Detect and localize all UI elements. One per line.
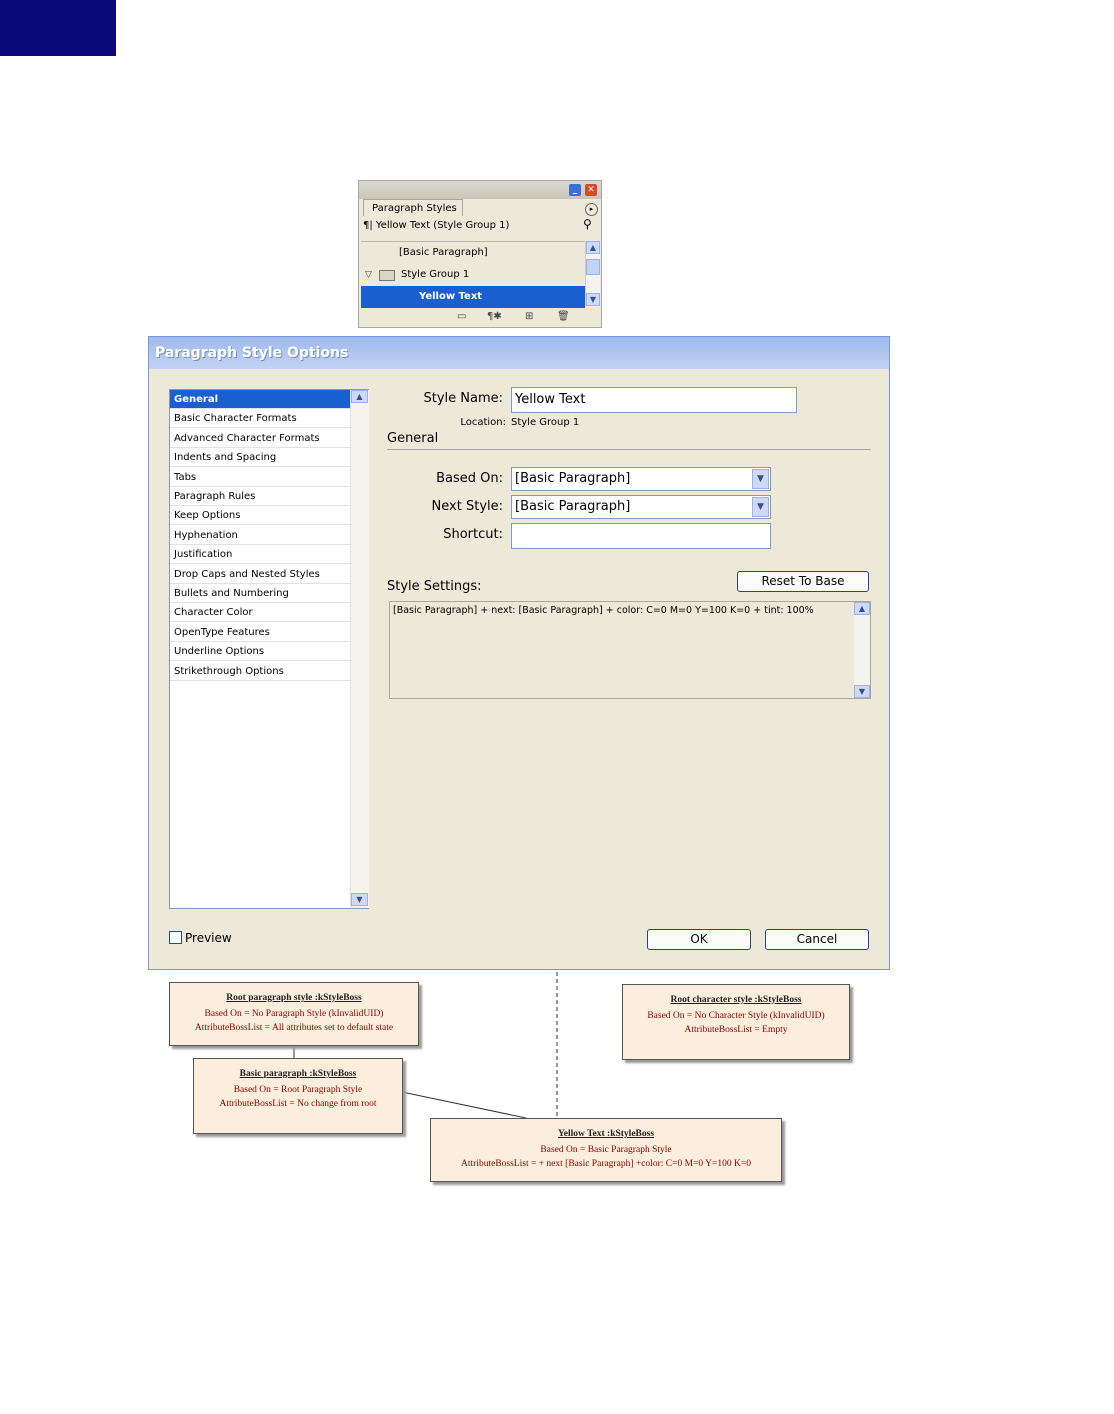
scroll-down-icon[interactable]: ▼	[351, 893, 368, 906]
basic-paragraph-box	[193, 1058, 403, 1134]
category-item[interactable]: Paragraph Rules	[170, 487, 350, 506]
style-settings-label: Style Settings:	[387, 579, 482, 594]
location-value: Style Group 1	[511, 417, 580, 428]
next-style-label: Next Style:	[431, 499, 503, 514]
style-name-label: Style Name:	[423, 391, 503, 406]
category-item[interactable]: Strikethrough Options	[170, 662, 350, 681]
panel-menu-icon[interactable]: ▸	[585, 203, 598, 216]
based-on-label: Based On:	[436, 471, 503, 486]
new-style-group-icon[interactable]: ▭	[457, 311, 467, 322]
chevron-down-icon[interactable]: ▼	[752, 469, 769, 489]
yellow-text-box	[430, 1118, 782, 1182]
category-item[interactable]: Advanced Character Formats	[170, 429, 350, 448]
scroll-up-icon[interactable]: ▲	[586, 241, 600, 254]
next-style-value: [Basic Paragraph]	[515, 499, 631, 514]
box-title: Root paragraph style :kStyleBoss	[226, 993, 362, 1003]
category-item[interactable]: OpenType Features	[170, 623, 350, 642]
scroll-down-icon[interactable]: ▼	[586, 293, 600, 306]
category-item[interactable]: Basic Character Formats	[170, 409, 350, 428]
category-item[interactable]: Hyphenation	[170, 526, 350, 545]
category-item[interactable]: Indents and Spacing	[170, 448, 350, 467]
preview-label: Preview	[185, 931, 232, 945]
ok-button[interactable]: OK	[647, 929, 751, 950]
box-line: Based On = Root Paragraph Style	[233, 1085, 363, 1095]
scroll-down-icon[interactable]: ▼	[854, 685, 870, 698]
box-title: Basic paragraph :kStyleBoss	[239, 1069, 357, 1079]
tab-paragraph-styles[interactable]: Paragraph Styles	[363, 199, 463, 216]
reset-to-base-button[interactable]: Reset To Base	[737, 571, 869, 592]
category-item[interactable]: Underline Options	[170, 642, 350, 661]
section-title: General	[387, 431, 439, 446]
box-line: Based On = Basic Paragraph Style	[540, 1145, 672, 1155]
style-item-label: Style Group 1	[401, 269, 470, 280]
location-label: Location:	[460, 417, 506, 428]
box-line: AttributeBossList = Empty	[684, 1025, 788, 1035]
disclosure-triangle-icon[interactable]: ▽	[365, 270, 372, 280]
box-line: Based On = No Paragraph Style (kInvalidUID)	[204, 1009, 384, 1019]
box-line: AttributeBossList = + next [Basic Paragraph] +color: C=0 M=0 Y=100 K=0	[461, 1159, 751, 1169]
chevron-down-icon[interactable]: ▼	[752, 497, 769, 517]
based-on-value: [Basic Paragraph]	[515, 471, 631, 486]
category-item[interactable]: Character Color	[170, 603, 350, 622]
current-style-label: Yellow Text (Style Group 1)	[375, 220, 510, 231]
box-title: Root character style :kStyleBoss	[670, 995, 802, 1005]
clear-overrides-icon[interactable]: ¶✱	[487, 311, 502, 322]
root-paragraph-style-box	[169, 982, 419, 1046]
box-title: Yellow Text :kStyleBoss	[557, 1129, 655, 1139]
category-item[interactable]: Justification	[170, 545, 350, 564]
category-item[interactable]: Keep Options	[170, 506, 350, 525]
style-item-label: Yellow Text	[419, 291, 483, 302]
style-settings-text: [Basic Paragraph] + next: [Basic Paragraph] + color: C=0 M=0 Y=100 K=0 + tint: 100%	[393, 605, 814, 616]
scroll-up-icon[interactable]: ▲	[351, 390, 368, 403]
new-style-icon[interactable]: ⊞	[525, 311, 534, 322]
minimize-icon[interactable]: _	[569, 184, 581, 196]
box-line: AttributeBossList = No change from root	[219, 1099, 377, 1109]
style-item-label: [Basic Paragraph]	[399, 247, 488, 258]
category-item[interactable]: General	[170, 390, 350, 409]
category-item[interactable]: Drop Caps and Nested Styles	[170, 565, 350, 584]
category-item[interactable]: Bullets and Numbering	[170, 584, 350, 603]
box-line: AttributeBossList = All attributes set to default state	[194, 1023, 394, 1033]
close-icon[interactable]: ✕	[585, 184, 597, 196]
scroll-up-icon[interactable]: ▲	[854, 602, 870, 615]
pilcrow-icon: ¶|	[363, 220, 373, 231]
dialog-title: Paragraph Style Options	[149, 337, 889, 369]
find-style-icon[interactable]: ⚲	[583, 217, 592, 231]
connector-line	[402, 1092, 526, 1118]
root-character-style-box	[622, 984, 850, 1060]
shortcut-label: Shortcut:	[443, 527, 503, 542]
box-line: Based On = No Character Style (kInvalidUID)	[647, 1011, 825, 1021]
category-item[interactable]: Tabs	[170, 468, 350, 487]
cancel-button[interactable]: Cancel	[765, 929, 869, 950]
style-name-field[interactable]: Yellow Text	[511, 387, 797, 413]
trash-icon[interactable]: 🗑	[557, 311, 570, 322]
